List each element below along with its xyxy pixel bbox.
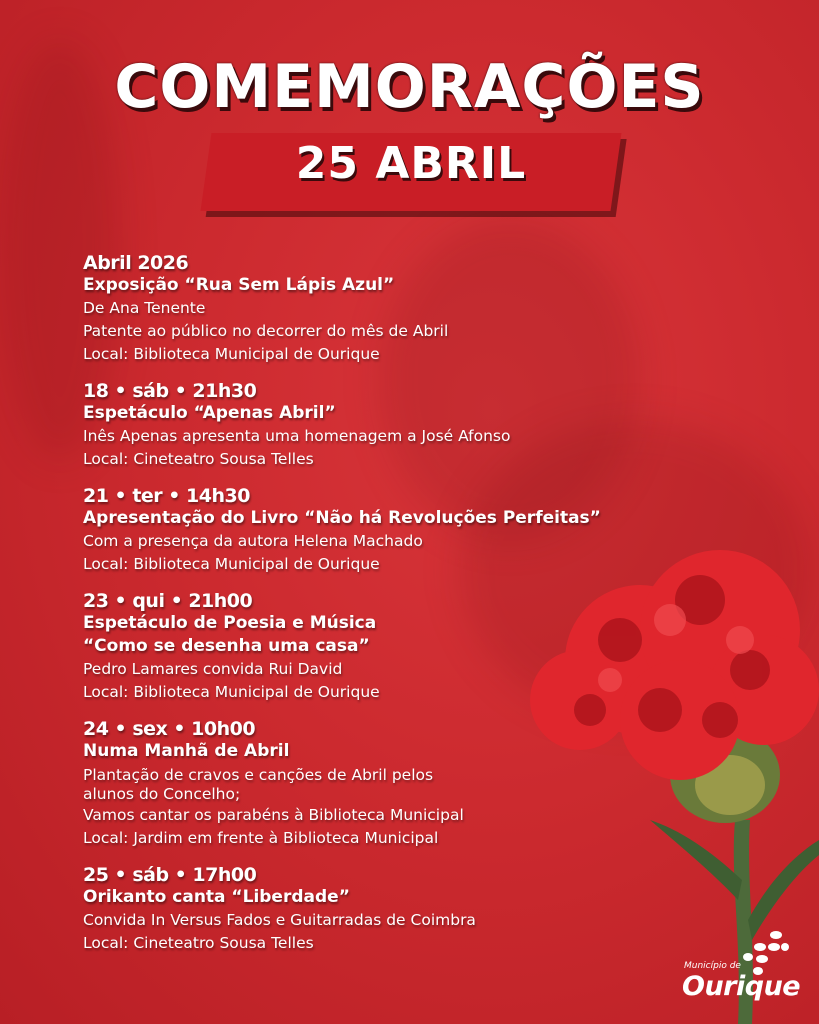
event-title-line2: “Como se desenha uma casa” [83,636,370,656]
event-date: 18 • sáb • 21h30 [83,380,257,402]
event-location: Local: Cineteatro Sousa Telles [83,450,314,468]
event-detail: Convida In Versus Fados e Guitarradas de Coimbra [83,911,476,929]
event-date: 24 • sex • 10h00 [83,718,256,740]
event-detail: Com a presença da autora Helena Machado [83,532,423,550]
event-title: Apresentação do Livro “Não há Revoluções Perfeitas” [83,508,601,528]
event-detail: Inês Apenas apresenta uma homenagem a José Afonso [83,427,511,445]
event-item [83,252,683,366]
event-location: Local: Jardim em frente à Biblioteca Municipal [83,829,439,847]
event-date: Abril 2026 [83,252,189,274]
event-location: Local: Cineteatro Sousa Telles [83,934,314,952]
event-detail: Vamos cantar os parabéns à Biblioteca Municipal [83,806,464,824]
logo-small-text: Município de [684,961,741,971]
event-title: Exposição “Rua Sem Lápis Azul” [83,275,395,295]
event-detail: Patente ao público no decorrer do mês de Abril [83,322,449,340]
logo-name: Ourique [682,971,801,1002]
event-date: 25 • sáb • 17h00 [83,864,257,886]
event-title: Numa Manhã de Abril [83,741,290,761]
event-detail: Pedro Lamares convida Rui David [83,660,343,678]
event-date: 21 • ter • 14h30 [83,485,250,507]
event-detail: Plantação de cravos e canções de Abril pelos [83,766,434,784]
event-title: Espetáculo de Poesia e Música [83,613,377,633]
event-location: Local: Biblioteca Municipal de Ourique [83,683,380,701]
event-title: Espetáculo “Apenas Abril” [83,403,336,423]
event-item [83,380,683,471]
event-detail: De Ana Tenente [83,299,206,317]
poster-subtitle: 25 ABRIL [295,138,527,189]
logo-leaves-icon [738,927,790,975]
event-detail: alunos do Concelho; [83,785,241,803]
poster-title: COMEMORAÇÕES [114,52,705,122]
event-location: Local: Biblioteca Municipal de Ourique [83,555,380,573]
municipality-logo [680,925,810,1015]
event-date: 23 • qui • 21h00 [83,590,253,612]
event-location: Local: Biblioteca Municipal de Ourique [83,345,380,363]
event-title: Orikanto canta “Liberdade” [83,887,350,907]
